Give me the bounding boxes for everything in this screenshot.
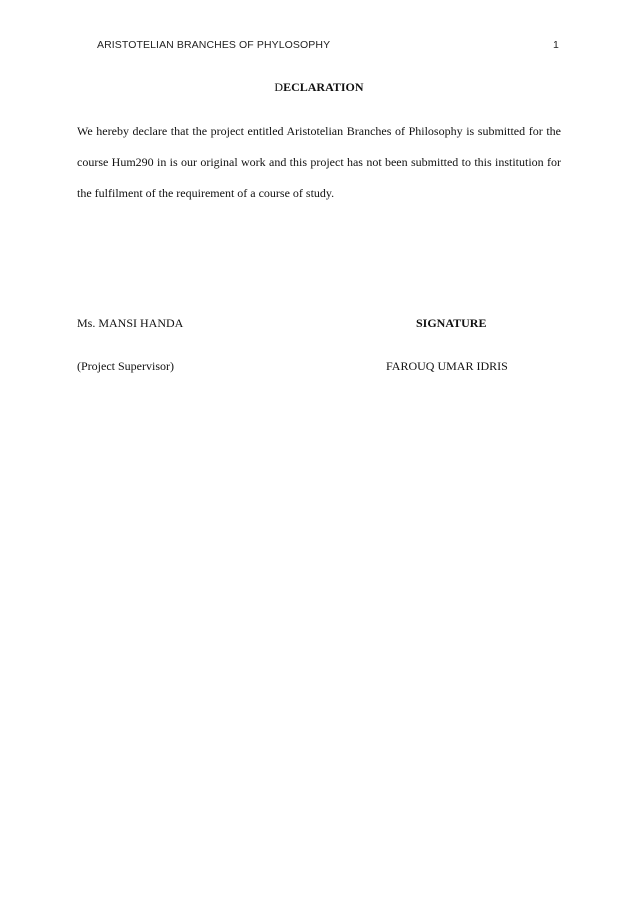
student-name: FAROUQ UMAR IDRIS	[386, 359, 508, 373]
page-number: 1	[553, 39, 559, 51]
page-title	[0, 80, 638, 95]
supervisor-role: (Project Supervisor)	[77, 359, 174, 373]
supervisor-name: Ms. MANSI HANDA	[77, 316, 184, 330]
declaration-paragraph: We hereby declare that the project entitled Aristotelian Branches of Philosophy is submitted for the course Hum290 in is our original work and this project has not been submitted to this institution for the fulfilment of the requirement of a course of study.	[77, 124, 561, 200]
running-header: ARISTOTELIAN BRANCHES OF PHYLOSOPHY	[97, 39, 331, 51]
signature-heading: SIGNATURE	[416, 316, 487, 330]
title-first-letter: D	[274, 80, 284, 94]
title-rest: ECLARATION	[283, 80, 364, 94]
